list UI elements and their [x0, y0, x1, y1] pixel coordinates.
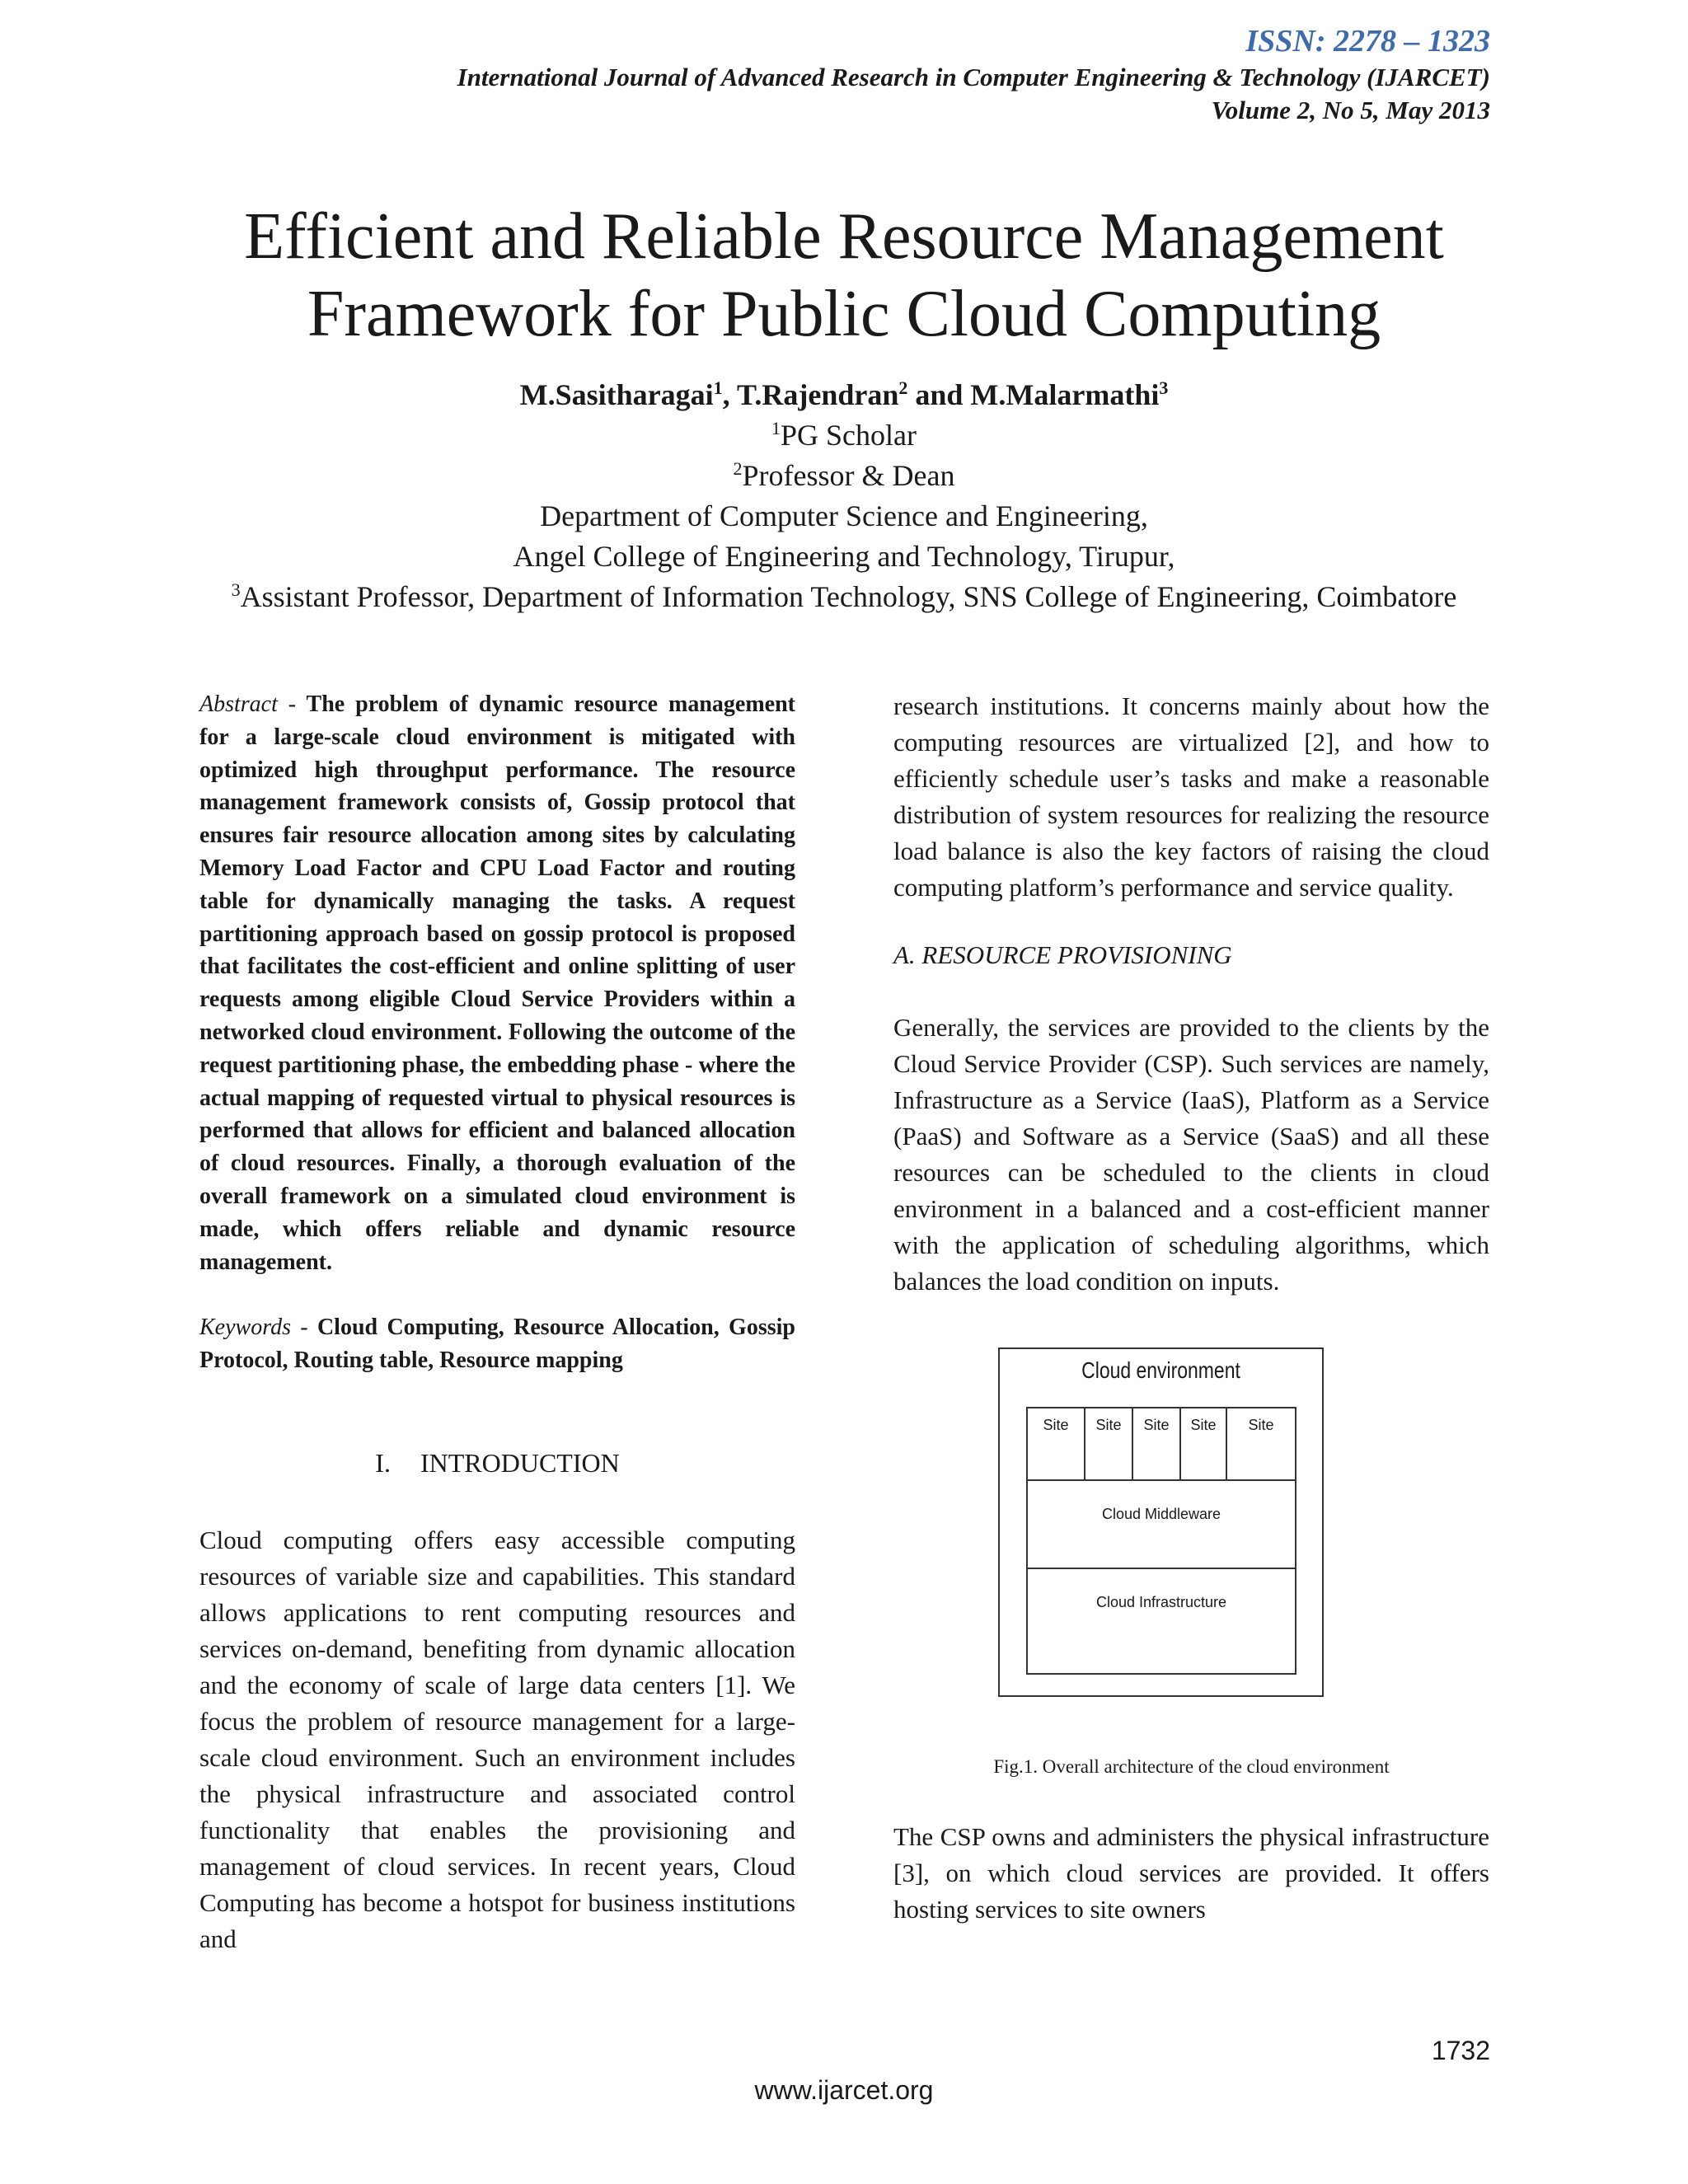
keywords: [199, 1311, 795, 1377]
right-column: [893, 688, 1489, 1928]
site-box: Site: [1248, 1417, 1274, 1433]
affiliation-3: [0, 577, 1688, 617]
intro-paragraph: Cloud computing offers easy accessible computing resources of variable size and capabilities. This standard allows applications to rent computing resources and services on-demand, benefiting from dynamic allocation and the economy of scale of large data centers [1]. We focus the problem of resource management for a large-scale cloud environment. Such an environment includes the physical infrastructure and associated control functionality that enables the provisioning and management of cloud services. In recent years, Cloud Computing has become a hotspot for business institutions and: [199, 1525, 795, 1953]
site-box: Site: [1085, 1408, 1133, 1479]
middleware-layer: Cloud Middleware: [1028, 1481, 1295, 1569]
abstract-text: The problem of dynamic resource management for a large-scale cloud environment is mitigated with optimized high throughput performance. The resource management framework consists of, Gossip protocol that ensures fair resource allocation among sites by calculating Memory Load Factor and CPU Load Factor and routing table for dynamically managing the tasks. A request partitioning approach based on gossip protocol is proposed that facilitates the cost-efficient and online splitting of user requests among eligible Cloud Service Providers within a networked cloud environment. Following the outcome of the request partitioning phase, the embedding phase - where the actual mapping of requested virtual to physical resources is performed that allows for efficient and balanced allocation of cloud resources. Finally, a thorough evaluation of the overall framework on a simulated cloud environment is made, which offers reliable and dynamic resource management.: [199, 691, 795, 1275]
figure-cloud-architecture: [998, 1347, 1324, 1697]
affiliation-1: [0, 415, 1688, 456]
left-column: [199, 688, 795, 1957]
author-separator: and: [907, 378, 971, 411]
keywords-text: Cloud Computing, Resource Allocation, Gossip Protocol, Routing table, Resource mapping: [199, 1315, 795, 1374]
author-name: M.Sasitharagai: [519, 378, 714, 411]
abstract-label: Abstract -: [199, 691, 297, 717]
page-number: 1732: [1431, 2036, 1490, 2065]
figure-caption: Fig.1. Overall architecture of the cloud environment: [993, 1756, 1390, 1777]
subsection-heading-resource-provisioning: A. RESOURCE PROVISIONING: [893, 940, 1232, 969]
journal-name: International Journal of Advanced Research in Computer Engineering & Technology (IJARCET): [457, 63, 1490, 91]
architecture-stack: [1026, 1407, 1296, 1675]
site-box: Site: [1181, 1408, 1227, 1479]
site-box: Site: [1028, 1408, 1085, 1479]
issn-label: ISSN: 2278 – 1323: [1245, 24, 1490, 59]
author-name: M.Malarmathi: [970, 378, 1160, 411]
section-number: I.: [375, 1447, 391, 1478]
affiliation-text: PG Scholar: [781, 419, 917, 452]
body-paragraph-continued: research institutions. It concerns mainly about how the computing resources are virtualized [2], and how to efficiently schedule user’s tasks and make a reasonable distribution of system resources for realizing the resource load balance is also the key factors of raising the cloud computing platform’s performance and service quality.: [893, 691, 1489, 902]
figure-title: Cloud environment: [1081, 1357, 1240, 1383]
paper-title-line-1: Efficient and Reliable Resource Management: [244, 200, 1444, 273]
affiliation-text: Assistant Professor, Department of Information Technology, SNS College of Engineering, Coimbatore: [240, 580, 1457, 613]
paper-title: [0, 198, 1688, 353]
author-separator: ,: [722, 378, 738, 411]
site-box: Site: [1133, 1408, 1181, 1479]
author-affiliation-mark: 3: [1159, 377, 1169, 398]
abstract: [199, 688, 795, 1278]
affiliation-text: Professor & Dean: [742, 459, 955, 492]
affiliation-department: Department of Computer Science and Engineering,: [540, 499, 1148, 532]
author-name: T.Rajendran: [737, 378, 899, 411]
paper-title-line-2: Framework for Public Cloud Computing: [307, 278, 1381, 350]
section-heading-introduction: [199, 1445, 795, 1481]
affiliation-mark: 1: [771, 418, 781, 438]
body-paragraph-csp: The CSP owns and administers the physical infrastructure [3], on which cloud services are provided. It offers hosting services to site owners: [893, 1822, 1489, 1924]
keywords-label: Keywords -: [199, 1315, 308, 1341]
affiliation-2: [0, 456, 1688, 496]
affiliation-mark: 2: [733, 458, 743, 479]
infrastructure-layer: Cloud Infrastructure: [1095, 1594, 1227, 1610]
body-paragraph-provisioning: Generally, the services are provided to the clients by the Cloud Service Provider (CSP). Such services are namely, Infrastructure as a Service (IaaS), Platform as a Service (PaaS) and Software as a Service (SaaS) and all these resources can be scheduled to the clients in cloud environment in a balanced and a cost-efficient manner with the application of scheduling algorithms, which balances the load condition on inputs.: [893, 1013, 1489, 1296]
author-affiliation-mark: 1: [713, 377, 723, 398]
author-affiliation-mark: 2: [898, 377, 908, 398]
author-list: [0, 375, 1688, 415]
affiliation-college: Angel College of Engineering and Technology, Tirupur,: [513, 540, 1175, 573]
footer-url: www.ijarcet.org: [754, 2075, 934, 2105]
journal-volume: Volume 2, No 5, May 2013: [1211, 96, 1490, 124]
section-title: INTRODUCTION: [420, 1447, 620, 1478]
site-row: [1028, 1408, 1295, 1481]
affiliation-mark: 3: [231, 579, 241, 600]
front-matter: [0, 375, 1688, 617]
